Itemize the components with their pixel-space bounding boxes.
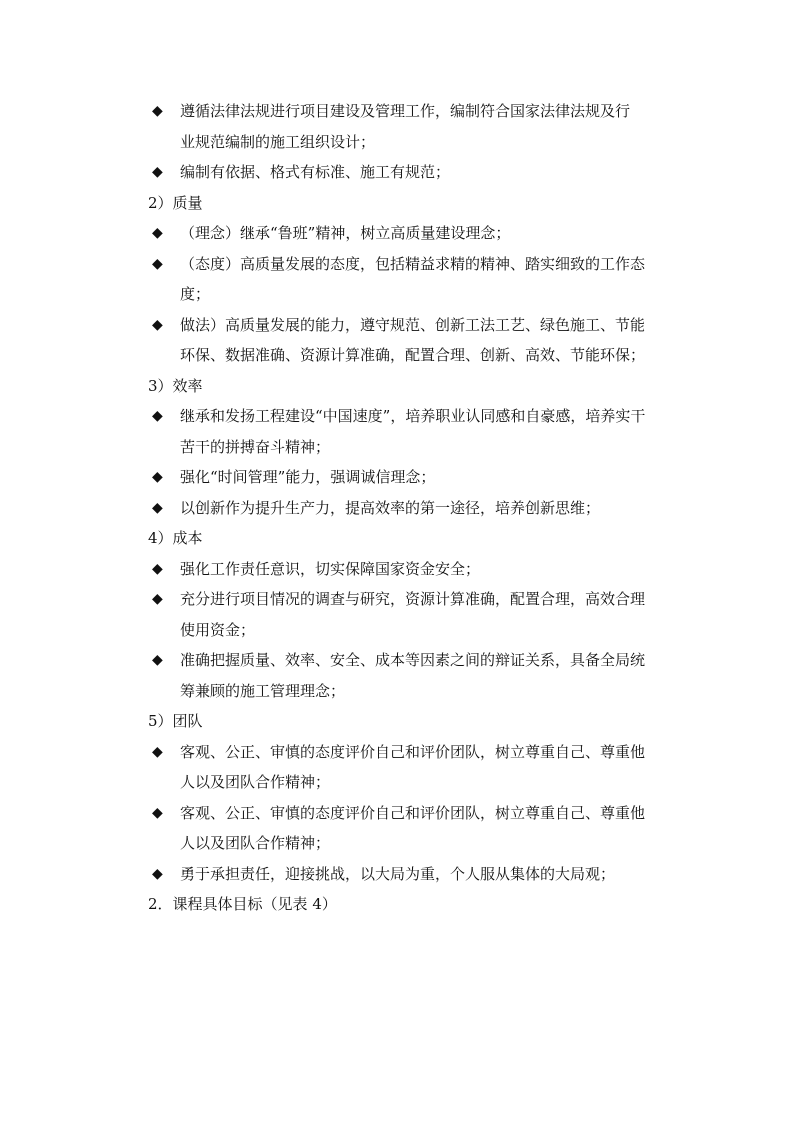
bullet-item (0, 249, 793, 280)
bullet-item (0, 310, 793, 341)
bullet-text: （态度）高质量发展的态度，包括精益求精的精神、踏实细致的工作态 (180, 254, 646, 273)
section-heading (0, 889, 793, 920)
diamond-bullet-icon: ◆ (152, 560, 163, 577)
diamond-bullet-icon: ◆ (152, 469, 163, 485)
bullet-continuation (0, 676, 793, 707)
bullet-item (0, 645, 793, 676)
diamond-bullet-icon: ◆ (152, 103, 163, 119)
bullet-text: 客观、公正、审慎的态度评价自己和评价团队，树立尊重自己、尊重他 (180, 803, 646, 822)
bullet-continuation (0, 767, 793, 798)
bullet-continuation (0, 615, 793, 646)
continuation-text: 使用资金； (180, 620, 256, 639)
bullet-continuation (0, 279, 793, 310)
bullet-text: 做法）高质量发展的能力，遵守规范、创新工法工艺、绿色施工、节能 (180, 315, 646, 334)
bullet-item (0, 96, 793, 127)
section-heading (0, 188, 793, 219)
diamond-bullet-icon: ◆ (152, 255, 163, 272)
diamond-bullet-icon: ◆ (152, 316, 163, 333)
bullet-item (0, 401, 793, 432)
bullet-text: （理念）继承“鲁班”精神，树立高质量建设理念； (180, 224, 511, 242)
bullet-item (0, 493, 793, 524)
bullet-text: 以创新作为提升生产力，提高效率的第一途径，培养创新思维； (180, 498, 601, 517)
diamond-bullet-icon: ◆ (152, 743, 163, 760)
bullet-text: 客观、公正、审慎的态度评价自己和评价团队，树立尊重自己、尊重他 (180, 742, 646, 761)
bullet-item (0, 859, 793, 890)
bullet-text: 强化工作责任意识，切实保障国家资金安全； (180, 559, 481, 578)
continuation-text: 人以及团队合作精神； (180, 834, 331, 852)
diamond-bullet-icon: ◆ (152, 164, 163, 180)
diamond-bullet-icon: ◆ (152, 499, 163, 516)
bullet-item (0, 737, 793, 768)
diamond-bullet-icon: ◆ (152, 408, 163, 424)
section-heading (0, 706, 793, 737)
bullet-continuation (0, 127, 793, 158)
heading-text: 2．课程具体目标（见表 4） (148, 895, 337, 913)
bullet-item (0, 584, 793, 615)
bullet-text: 勇于承担责任，迎接挑战，以大局为重，个人服从集体的大局观； (180, 864, 616, 883)
bullet-item (0, 157, 793, 188)
bullet-continuation (0, 828, 793, 859)
diamond-bullet-icon: ◆ (152, 652, 163, 668)
section-heading (0, 371, 793, 402)
continuation-text: 度； (180, 285, 211, 303)
bullet-item (0, 798, 793, 829)
bullet-text: 准确把握质量、效率、安全、成本等因素之间的辩证关系，具备全局统 (180, 651, 646, 669)
heading-text: 4）成本 (148, 529, 203, 547)
section-heading (0, 523, 793, 554)
continuation-text: 筹兼顾的施工管理理念； (180, 681, 346, 700)
continuation-text: 环保、数据准确、资源计算准确，配置合理、创新、高效、节能环保； (180, 346, 646, 364)
bullet-continuation (0, 340, 793, 371)
bullet-item (0, 218, 793, 249)
document-body (0, 96, 793, 920)
bullet-continuation (0, 432, 793, 463)
heading-text: 3）效率 (148, 376, 203, 395)
continuation-text: 苦干的拼搏奋斗精神； (180, 437, 331, 456)
bullet-text: 遵循法律法规进行项目建设及管理工作，编制符合国家法律法规及行 (180, 102, 631, 120)
diamond-bullet-icon: ◆ (152, 591, 163, 607)
bullet-text: 编制有依据、格式有标准、施工有规范； (180, 163, 451, 181)
continuation-text: 人以及团队合作精神； (180, 773, 331, 791)
bullet-text: 强化“时间管理”能力，强调诚信理念； (180, 468, 436, 486)
diamond-bullet-icon: ◆ (152, 865, 163, 882)
bullet-text: 继承和发扬工程建设“中国速度”，培养职业认同感和自豪感，培养实干 (180, 407, 646, 425)
heading-text: 2）质量 (148, 193, 203, 212)
bullet-item (0, 462, 793, 493)
bullet-item (0, 554, 793, 585)
heading-text: 5）团队 (148, 712, 203, 730)
diamond-bullet-icon: ◆ (152, 225, 163, 241)
bullet-text: 充分进行项目情况的调查与研究，资源计算准确，配置合理，高效合理 (180, 590, 646, 608)
diamond-bullet-icon: ◆ (152, 804, 163, 821)
continuation-text: 业规范编制的施工组织设计； (180, 132, 376, 151)
